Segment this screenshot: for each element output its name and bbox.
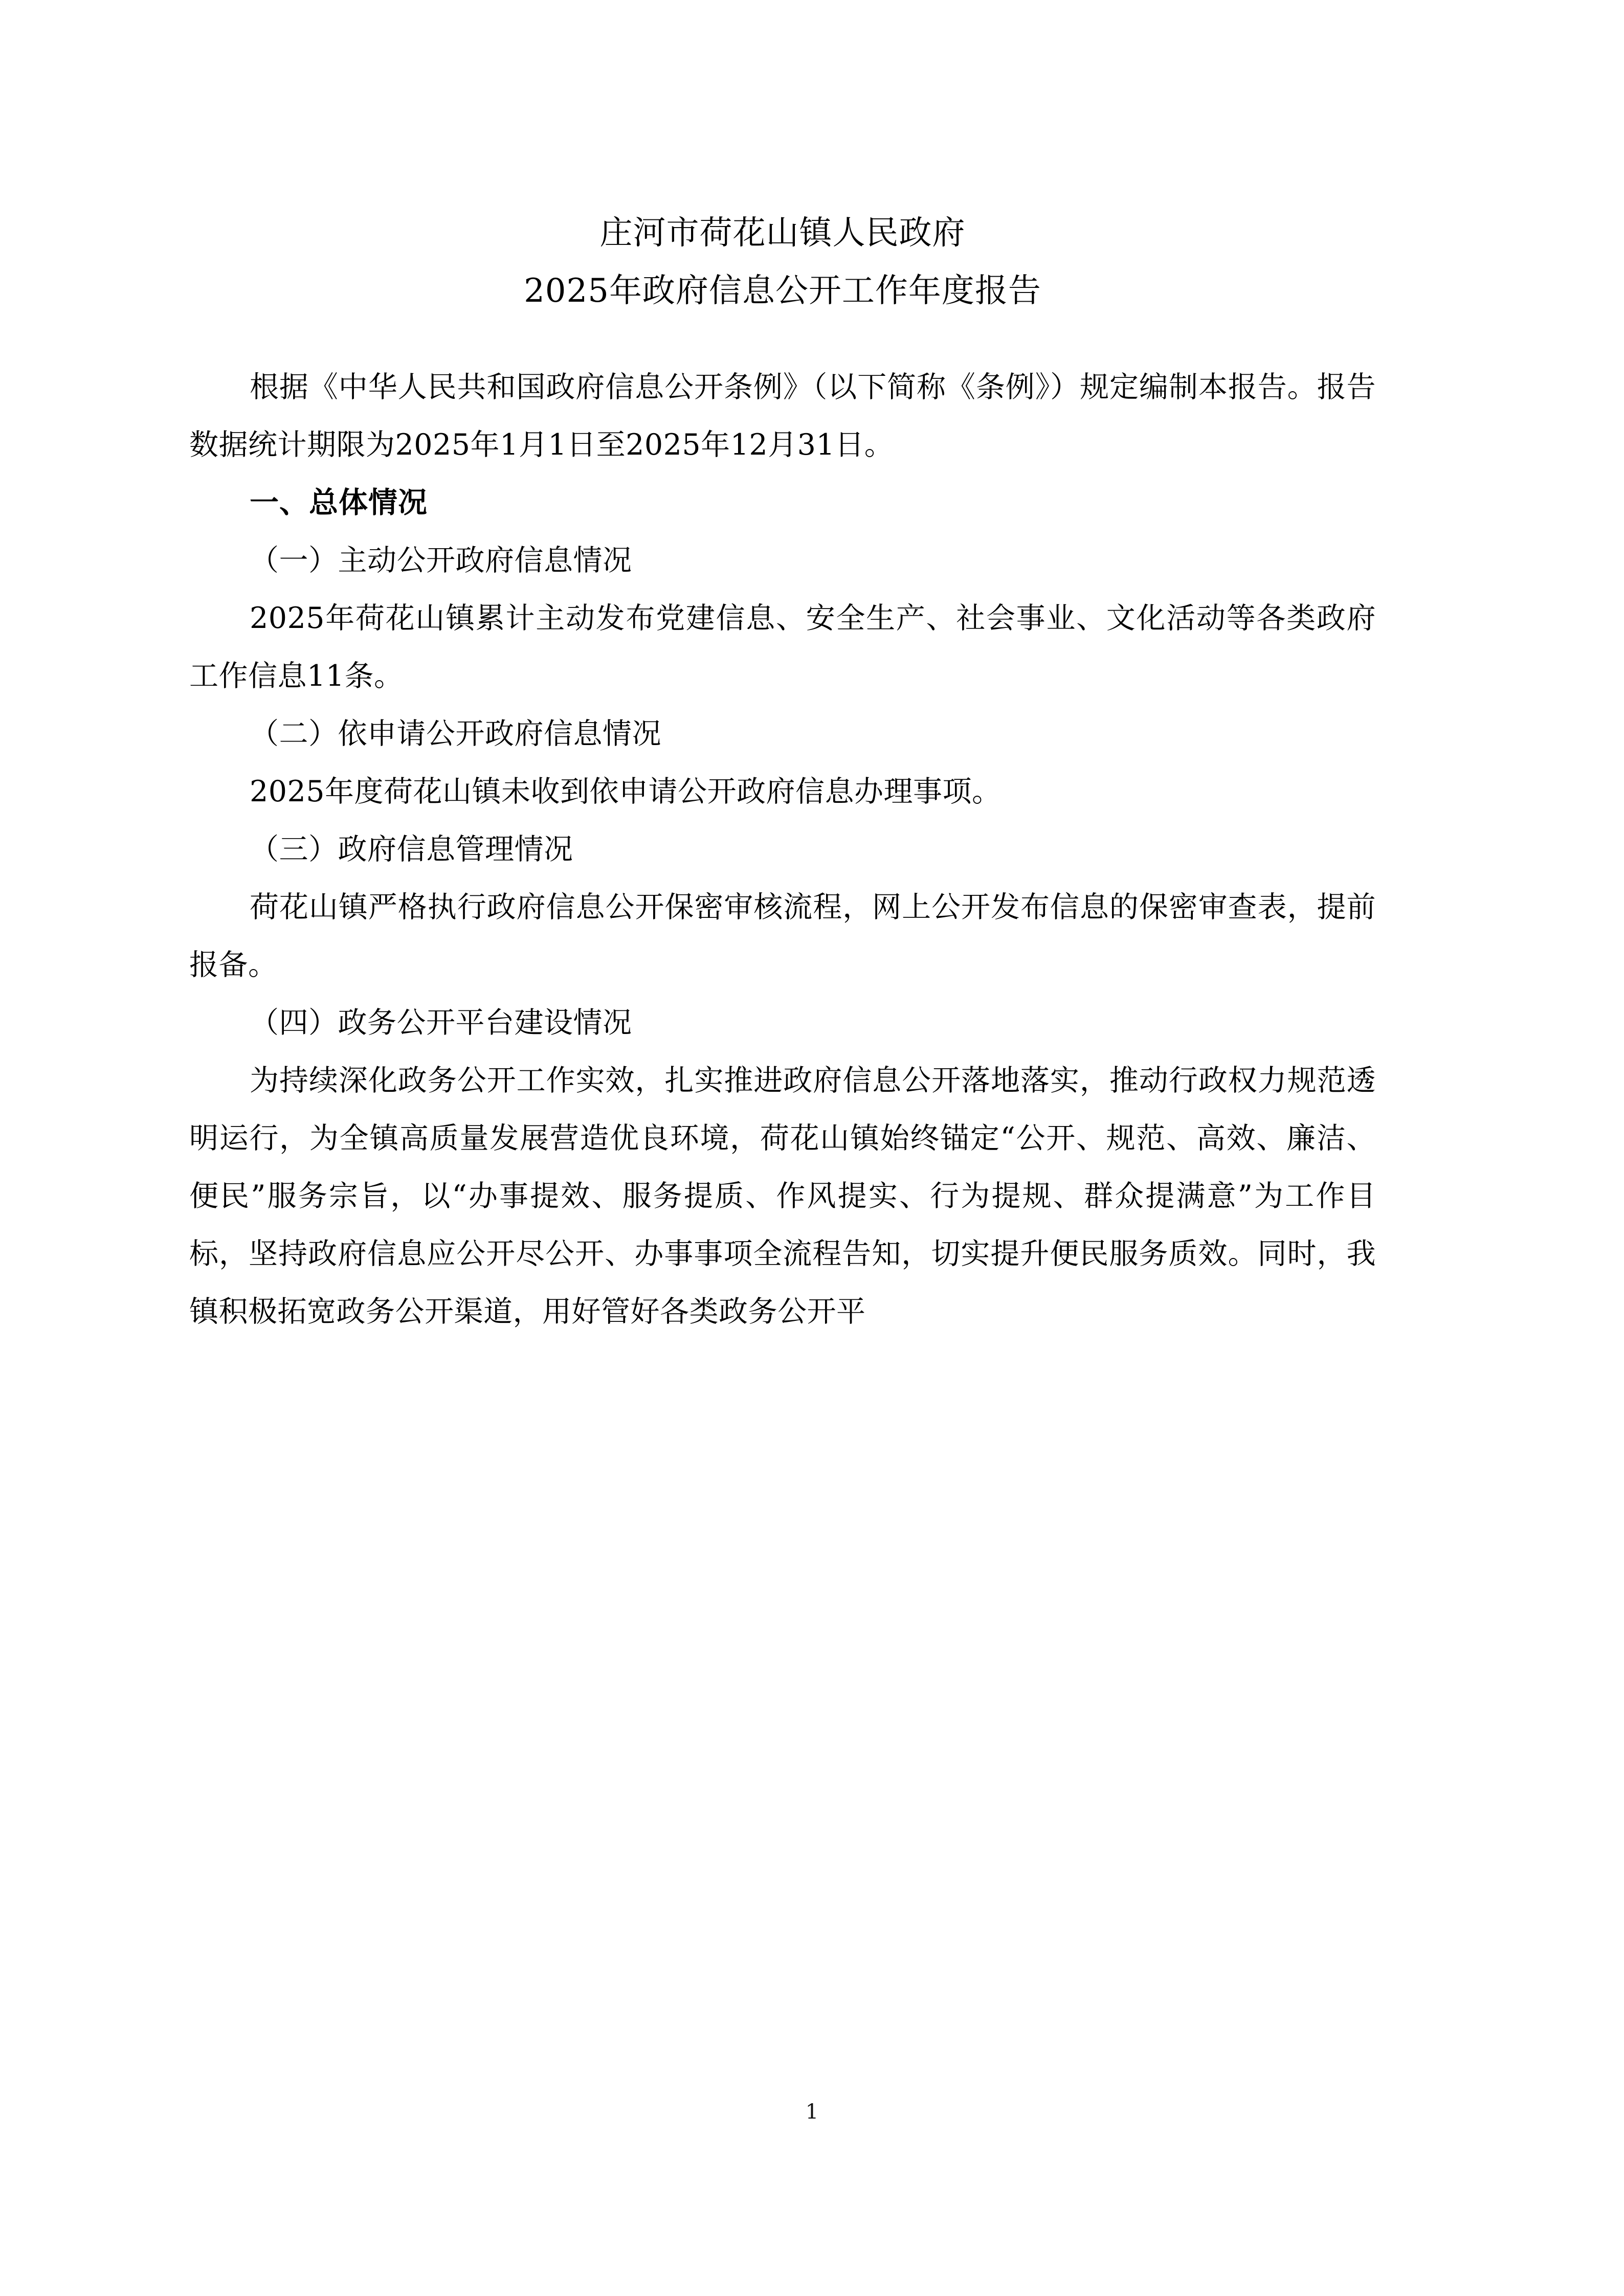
subsection-heading-upon-request-disclosure: （二）依申请公开政府信息情况 — [250, 717, 661, 751]
page-number: 1 — [805, 2100, 819, 2124]
subsection-heading-proactive-disclosure: （一）主动公开政府信息情况 — [250, 544, 632, 577]
subsection-body-proactive-disclosure: 2025年荷花山镇累计主动发布党建信息、安全生产、社会事业、文化活动等各类政府工作信息11条。 — [189, 601, 1376, 693]
section-heading-overall-situation: 一、总体情况 — [250, 486, 428, 520]
document-title-line-1: 庄河市荷花山镇人民政府 — [599, 214, 966, 252]
document-body — [189, 0, 1376, 1341]
document-title-line-2: 2025年政府信息公开工作年度报告 — [524, 272, 1041, 310]
subsection-body-platform-construction: 为持续深化政务公开工作实效，扎实推进政府信息公开落地落实，推动行政权力规范透明运行，为全镇高质量发展营造优良环境，荷花山镇始终锚定“公开、规范、高效、廉洁、便民”服务宗旨，以“办事提效、服务提质、作风提实、行为提规、群众提满意”为工作目标，坚持政府信息应公开尽公开、办事事项全流程告知，切实提升便民服务质效。同时，我镇积极拓宽政务公开渠道，用好管好各类政务公开平 — [189, 1064, 1376, 1329]
subsection-body-information-management: 荷花山镇严格执行政府信息公开保密审核流程，网上公开发布信息的保密审查表，提前报备。 — [189, 890, 1376, 982]
subsection-heading-information-management: （三）政府信息管理情况 — [250, 832, 573, 866]
subsection-heading-platform-construction: （四）政务公开平台建设情况 — [250, 1006, 632, 1040]
subsection-body-upon-request-disclosure: 2025年度荷花山镇未收到依申请公开政府信息办理事项。 — [250, 775, 1002, 808]
intro-paragraph: 根据《中华人民共和国政府信息公开条例》（以下简称《条例》）规定编制本报告。报告数据统计期限为2025年1月1日至2025年12月31日。 — [189, 370, 1376, 462]
